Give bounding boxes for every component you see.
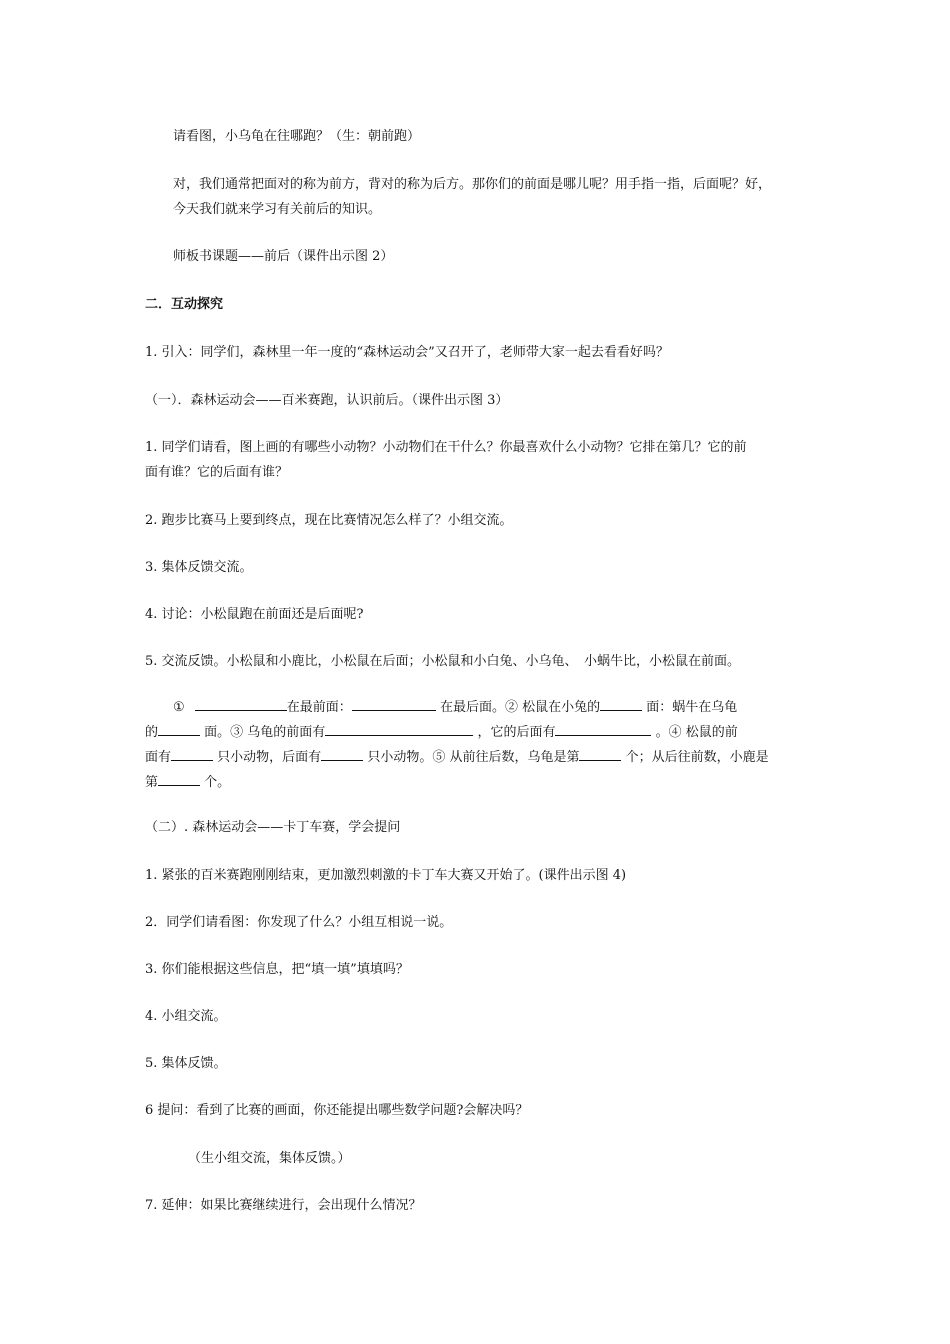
part2-item3: 3. 你们能根据这些信息，把“填一填”填填吗？ [145,962,409,977]
fill-blank[interactable] [555,721,651,736]
fill-blank[interactable] [600,696,642,711]
fill-text: 面。③ 乌龟的前面有 [204,725,326,740]
fill-text: 在最后面。② 松鼠在小兔的 [439,700,601,715]
lead-paragraph: 1. 引入：同学们，森林里一年一度的“森林运动会”又召开了，老师带大家一起去看看好吗？ [145,345,669,360]
fill-text: 个；从后往前数，小鹿是 [625,750,769,765]
section-heading: 二．互动探究 [145,297,224,312]
part2-item7: 7. 延伸：如果比赛继续进行，会出现什么情况？ [145,1198,422,1213]
fill-blank[interactable] [325,721,473,736]
fill-blank[interactable] [352,696,436,711]
fill-text: 。④ 松鼠的前 [655,725,738,740]
fill-row-2 [145,720,810,745]
part2-item4: 4. 小组交流。 [145,1009,227,1024]
fill-text: 第 [145,775,159,790]
fill-text: 只小动物，后面有 [217,750,322,765]
intro-paragraph-1: 请看图，小乌龟在往哪跑？（生：朝前跑） [173,129,421,144]
fill-text: 的 [145,725,159,740]
part1-item1-line-1: 1. 同学们请看，图上画的有哪些小动物？小动物们在干什么？你最喜欢什么小动物？它排在第几？它的前 [145,440,747,455]
part2-item2: 2．同学们请看图：你发现了什么？小组互相说一说。 [145,915,453,930]
fill-text: 面：蜗牛在乌龟 [646,700,738,715]
fill-in-exercise [145,695,810,795]
fill-text: 在最前面： [286,700,352,715]
fill-blank[interactable] [158,721,200,736]
part2-item5: 5. 集体反馈。 [145,1056,227,1071]
fill-text: 个。 [204,775,231,790]
part1-item3: 3. 集体反馈交流。 [145,560,253,575]
part1-item4: 4. 讨论：小松鼠跑在前面还是后面呢? [145,607,364,622]
fill-row-1 [145,695,810,720]
fill-blank[interactable] [158,771,200,786]
part2-item6-note: （生小组交流，集体反馈。） [188,1151,351,1166]
fill-blank[interactable] [171,746,213,761]
intro-paragraph-3: 师板书课题——前后（课件出示图 2） [173,249,394,264]
part2-item1: 1. 紧张的百米赛跑刚刚结束，更加激烈刺激的卡丁车大赛又开始了。(课件出示图 4) [145,868,627,883]
fill-blank[interactable] [321,746,363,761]
fill-text: ，它的后面有 [477,725,556,740]
fill-blank[interactable] [195,696,287,711]
part1-item2: 2. 跑步比赛马上要到终点，现在比赛情况怎么样了？小组交流。 [145,513,513,528]
fill-text: 只小动物。⑤ 从前往后数，乌龟是第 [367,750,580,765]
fill-row-3 [145,745,810,770]
fill-text: ① [173,700,185,715]
part2-title: （二）. 森林运动会——卡丁车赛，学会提问 [145,820,401,835]
intro-paragraph-2-line-2: 今天我们就来学习有关前后的知识。 [173,202,382,217]
fill-row-4 [145,770,810,795]
fill-text: 面有 [145,750,172,765]
fill-blank[interactable] [579,746,621,761]
part1-item1-line-2: 面有谁？它的后面有谁？ [145,465,289,480]
part2-item6: 6 提问：看到了比赛的画面，你还能提出哪些数学问题?会解决吗？ [145,1103,529,1118]
intro-paragraph-2-line-1: 对，我们通常把面对的称为前方，背对的称为后方。那你们的前面是哪儿呢？用手指一指，后面呢？好， [173,177,772,192]
part1-item5: 5. 交流反馈。小松鼠和小鹿比，小松鼠在后面；小松鼠和小白兔、小乌龟、 小蜗牛比，小松鼠在前面。 [145,654,741,669]
part1-title: （一）．森林运动会——百米赛跑，认识前后。（课件出示图 3） [145,393,509,408]
